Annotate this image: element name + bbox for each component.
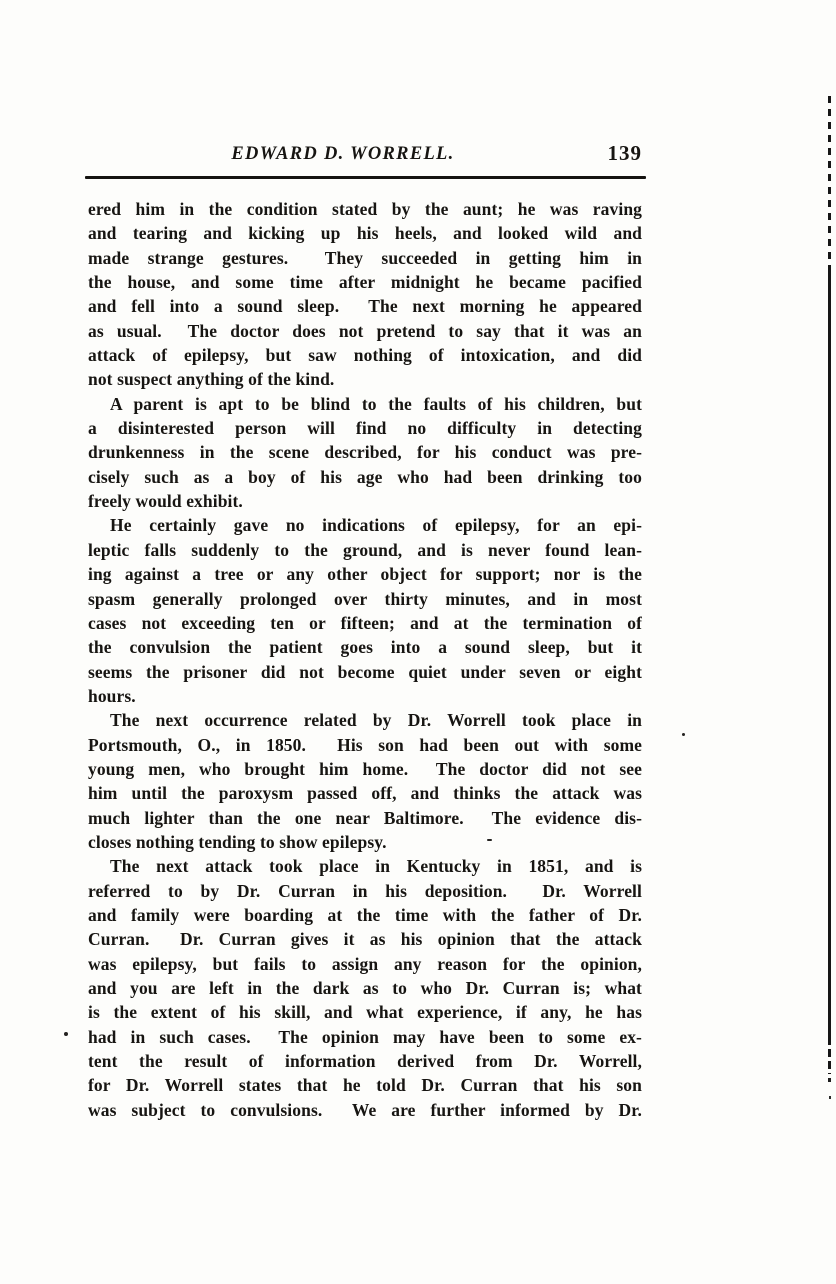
text-line: young men, who brought him home. The doctor did not see bbox=[88, 758, 642, 779]
page-header bbox=[88, 141, 642, 173]
text-line: cases not exceeding ten or fifteen; and at the termination of bbox=[88, 612, 642, 633]
scan-edge-dot bbox=[828, 1078, 831, 1082]
text-line: and tearing and kicking up his heels, and looked wild and bbox=[88, 223, 642, 244]
text-line: Curran. Dr. Curran gives it as his opinion that the attack bbox=[88, 929, 642, 950]
text-line: as usual. The doctor does not pretend to say that it was an bbox=[88, 320, 642, 341]
text-line: A parent is apt to be blind to the faults of his children, but bbox=[110, 393, 642, 414]
text-line: was epilepsy, but fails to assign any reason for the opinion, bbox=[88, 953, 642, 974]
scan-speck bbox=[682, 733, 685, 736]
scan-speck bbox=[487, 839, 492, 841]
running-title: EDWARD D. WORRELL. bbox=[231, 144, 455, 164]
text-line: and you are left in the dark as to who Dr. Curran is; what bbox=[88, 978, 642, 998]
text-line: him until the paroxysm passed off, and thinks the attack was bbox=[88, 783, 642, 804]
page-body bbox=[88, 197, 642, 1122]
scan-edge-dot bbox=[829, 1096, 831, 1099]
text-line: seems the prisoner did not become quiet under seven or eight bbox=[88, 661, 642, 682]
text-line: had in such cases. The opinion may have been to some ex- bbox=[88, 1026, 642, 1047]
text-line: and fell into a sound sleep. The next morning he appeared bbox=[88, 296, 642, 317]
header-rule bbox=[85, 176, 646, 179]
text-line: the house, and some time after midnight he became pacified bbox=[88, 272, 642, 293]
text-line: not suspect anything of the kind. bbox=[88, 369, 335, 390]
scan-edge-line-dashed-top bbox=[828, 96, 831, 265]
text-line: leptic falls suddenly to the ground, and is never found lean- bbox=[88, 539, 642, 560]
text-line: He certainly gave no indications of epilepsy, for an epi- bbox=[110, 515, 642, 536]
text-line: attack of epilepsy, but saw nothing of intoxication, and did bbox=[88, 345, 642, 366]
text-line: made strange gestures. They succeeded in getting him in bbox=[88, 247, 642, 268]
text-line: a disinterested person will find no difficulty in detecting bbox=[88, 418, 642, 439]
text-line: the convulsion the patient goes into a sound sleep, but it bbox=[88, 637, 642, 658]
text-line: tent the result of information derived from Dr. Worrell, bbox=[88, 1051, 642, 1072]
text-line: drunkenness in the scene described, for his conduct was pre- bbox=[88, 442, 642, 463]
text-line: cisely such as a boy of his age who had been drinking too bbox=[88, 466, 642, 487]
scan-edge-line-solid bbox=[828, 265, 831, 1037]
scan-edge-line-dashed-bottom bbox=[828, 1037, 831, 1074]
text-line: The next attack took place in Kentucky in 1851, and is bbox=[110, 856, 642, 877]
text-line: ing against a tree or any other object for support; nor is the bbox=[88, 564, 642, 585]
text-line: referred to by Dr. Curran in his deposition. Dr. Worrell bbox=[88, 880, 642, 901]
text-line: Portsmouth, O., in 1850. His son had been out with some bbox=[88, 734, 642, 755]
text-line: was subject to convulsions. We are further informed by Dr. bbox=[88, 1099, 642, 1120]
page-number: 139 bbox=[607, 141, 642, 165]
text-line: for Dr. Worrell states that he told Dr. Curran that his son bbox=[88, 1075, 642, 1096]
text-line: freely would exhibit. bbox=[88, 491, 243, 512]
text-line: The next occurrence related by Dr. Worrell took place in bbox=[110, 710, 642, 731]
text-line: much lighter than the one near Baltimore. The evidence dis- bbox=[88, 807, 642, 828]
text-line: and family were boarding at the time with the father of Dr. bbox=[88, 904, 642, 925]
text-line: is the extent of his skill, and what experience, if any, he has bbox=[88, 1002, 642, 1023]
text-line: hours. bbox=[88, 685, 136, 706]
text-line: ered him in the condition stated by the aunt; he was raving bbox=[88, 199, 642, 219]
text-line: closes nothing tending to show epilepsy. bbox=[88, 831, 387, 852]
scan-speck bbox=[64, 1032, 68, 1036]
text-line: spasm generally prolonged over thirty minutes, and in most bbox=[88, 588, 642, 609]
